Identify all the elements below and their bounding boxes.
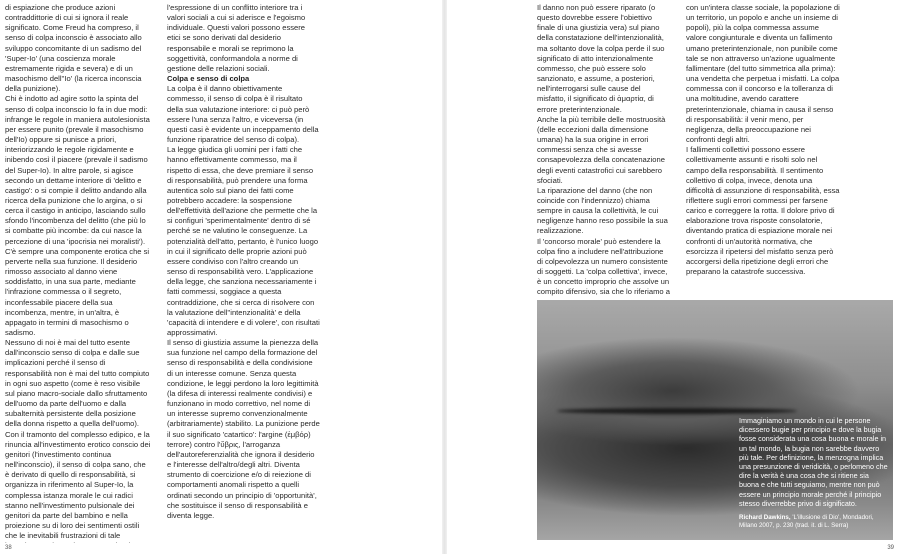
text-column-2 — [167, 3, 320, 543]
body-paragraph: Con il tramonto del complesso edipico, e la rinuncia all'investimento erotico conscio dei genitori (l'investimento continua nell'inconscio), il senso di colpa sano, che è derivato di quello di responsabilità, si organizza in riferimento al Super-Io, la complessa istanza morale le cui radici stanno nell'investimento pulsionale dei genitori da parte del bambino e nella proiezione su di loro dei sentimenti ostili che le inevitabili frustrazioni di tale — [5, 429, 151, 541]
lips-photo — [537, 300, 893, 540]
text-column-4 — [686, 3, 841, 299]
body-paragraph: Il 'concorso morale' può estendere la colpa fino a includere nell'attribuzione di colpevolezza un numero consistente di soggetti. La 'colpa collettiva', invece, è un concetto improprio che assolve un compito difensivo, sia che lo riferiamo a — [537, 236, 670, 297]
body-paragraph: l'espressione di un conflitto interiore tra i valori sociali a cui si aderisce e l'egoismo individuale. Questi valori possono essere etici se sono derivati dal desiderio responsabile e morali se reprimono la soggettività, conformandola a norme di gestione delle relazioni sociali. — [167, 3, 306, 73]
body-paragraph: Anche la più terribile delle mostruosità (delle eccezioni dalla dimensione umana) ha la sua origine in errori commessi senza che si avesse consapevolezza della concatenazione degli eventi catastrofici cui sarebbero sfociati. — [537, 114, 666, 185]
text-column-3 — [537, 3, 671, 299]
quote-source — [739, 514, 889, 530]
page-number-right: 39 — [887, 545, 894, 551]
body-paragraph: La legge giudica gli uomini per i fatti che hanno effettivamente commesso, ma il rispetto di essa, che deve premiare il senso di responsabilità, può prendere una forma autentica solo sul piano dei fatti come potrebbero accadere: la sospensione dell'effettività dell'azione che permette che la si configuri 'sperimentalmente' dentro di sé perché se ne valutino le conseguenze. La potenzialità dell'atto, pertanto, è l'unico luogo in cui il significato delle proprie azioni può essere condiviso con l'altro creando un senso di responsabilità vero. L'applicazione della legge, che sanziona necessariamente i fatti commessi, soggiace a questa contraddizione, che si cerca di risolvere con la valutazione dell''intenzionalità' e della 'capacità di intendere e di volere', con risultati approssimativi. — [167, 145, 320, 337]
body-paragraph: I fallimenti collettivi possono essere collettivamente assunti e risolti solo nel campo della responsabilità. Il sentimento collettivo di colpa, invece, denota una difficoltà di assunzione di responsabilità, essa riflettere sugli errori commessi per farsene carico e correggere la rotta. Il dolore privo di elaborazione trova risposte consolatorie, diventando pratica di espiazione morale nei confronti di un'autorità normativa, che esorcizza il ripetersi del misfatto senza però accorgersi della ripetizione degli errori che preparano la catastrofe successiva. — [686, 145, 840, 277]
right-page — [448, 0, 899, 554]
body-paragraph: Chi è indotto ad agire sotto la spinta del senso di colpa inconscio lo fa in due modi: infrange le regole in maniera autolesionista per essere punito (prevale il masochismo dell'Io) oppure si punisce a priori, interiorizzando le regole rigidamente e inibendo così il piacere (prevale il sadismo del Super-Io). In altre parole, si agisce secondo un dettame interiore di 'delitto e castigo': o si compie il delitto andando alla ricerca della punizione che lo argina, o si cerca il castigo in anticipo, lasciando sullo sfondo l'incombenza del delitto (che più lo si combatte più incombe: da cui nasce la percezione di una 'ipocrisia nei moralisti'). C'è sempre una componente erotica che si perverte nella sua funzione. Il desiderio rimosso associato al danno viene soddisfatto, in una sua parte, mediante l'infrazione commessa o il segreto, inconfessabile piacere della sua incombenza, mentre, in un'altra, è appagato in termini di masochismo o sadismo. — [5, 94, 150, 337]
body-paragraph: di espiazione che produce azioni contraddittorie di cui si ignora il reale significato. Come Freud ha compreso, il senso di colpa inconscio è associato allo sviluppo concomitante di un sadismo del 'Super-Io' (una coscienza morale estremamente rigida e severa) e di un masochismo dell''Io' (la ricerca inconscia della punizione). — [5, 3, 142, 94]
book-gutter — [442, 0, 447, 554]
body-paragraph: Il danno non può essere riparato (o questo dovrebbe essere l'obiettivo finale di una giustizia vera) sul piano della constatazione dell'intenzionalità, ma soltanto dove la colpa perde il suo significato di atto intenzionalmente commesso, che può essere solo sanzionato, e assume, a posteriori, nell'interrogarsi sulle cause del misfatto, il significato di ἁμαρτία, di errore preterintenzionale. — [537, 3, 665, 114]
page-number-left: 38 — [5, 545, 12, 551]
section-heading: Colpa e senso di colpa — [167, 74, 250, 84]
body-paragraph: La colpa è il danno obiettivamente commesso, il senso di colpa è il risultato della sua valutazione interiore: ci può però essere l'una senza l'altro, e viceversa (in questi casi è evidente un inceppamento della funzione riparatrice del senso di colpa). — [167, 84, 319, 145]
body-paragraph: La riparazione del danno (che non coincide con l'indennizzo) chiama sempre in causa la collettività, le cui negligenze hanno reso possibile la sua realizzazione. — [537, 185, 668, 236]
body-paragraph: Il senso di giustizia assume la pienezza della sua funzione nel campo della formazione del senso di responsabilità e della condivisione di un interesse comune. Senza questa condizione, le leggi perdono la loro legittimità (la difesa di interessi realmente condivisi) e funzionano in modo correttivo, nel nome di un interesse supremo convenzionalmente (arbitrariamente) stabilito. La punizione perde il suo significato 'catartico': l'argine (ἐμβόρ) terrore) contro l'ὕβρις, l'arroganza dell'autoreferenzialità che ignora il desiderio e l'interesse dell'altro/degli altri. Diventa strumento di coercizione e/o di reiezione di comportamenti anomali rispetto a quelli ordinati secondo un principio di 'opportunità', che sostituisce il senso di responsabilità e diventa legge. — [167, 338, 320, 520]
body-paragraph: Nessuno di noi è mai del tutto esente dall'inconscio senso di colpa e dalle sue implicazioni perché il senso di responsabilità non è mai del tutto compiuto in ogni suo aspetto (come è reso visibile sul piano macro-sociale dallo sfruttamento dell'uomo da parte dell'uomo e dalla subalternità persistente della posizione della donna rispetto a quella dell'uomo). — [5, 338, 150, 429]
left-page — [0, 0, 440, 554]
quote-text: Immaginiamo un mondo in cui le persone dicessero bugie per principio e dove la bugia fosse considerata una cosa buona e morale in un tal mondo, la bugia non sarebbe davvero più tale. Per definizione, la menzogna implica una presunzione di veridicità, o perlomeno che dire la verità è una cosa che si ritiene sia buona e che tutti seguiamo, mentre non può essere un principio morale perché il principio stesso diverrebbe privo di significato. — [739, 416, 888, 508]
quote-source-author: Richard Dawkins, — [739, 514, 791, 522]
quote-source-details: 'L'illusione di Dio', Mondadori, Milano 2007, p. 230 (trad. it. di L. Serra) — [739, 514, 874, 530]
lips-image-shape — [557, 408, 797, 414]
photo-quote-caption — [739, 416, 889, 530]
body-paragraph: con un'intera classe sociale, la popolazione di un territorio, un popolo e anche un insieme di popoli), più la colpa commessa assume valore congiunturale e diventa un fallimento umano preterintenzionale, non punibile come tale se non attraverso un'azione ugualmente fallimentare (del tutto simmetrica alla prima): una vendetta che perpetua i misfatti. La colpa commessa con il concorso e la tolleranza di una moltitudine, avendo carattere preterintenzionale, chiama in causa il senso di responsabilità: il venir meno, per negligenza, della preoccupazione nei confronti degli altri. — [686, 3, 840, 145]
text-column-1 — [5, 3, 151, 543]
